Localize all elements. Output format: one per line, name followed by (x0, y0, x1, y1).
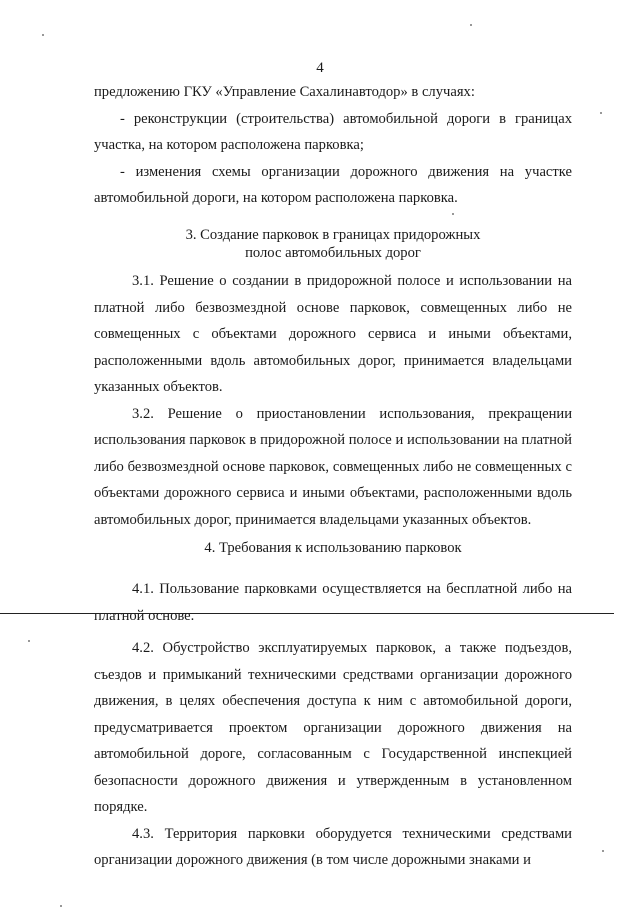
scan-speck (600, 112, 602, 114)
paragraph-3-2: 3.2. Решение о приостановлении использования, прекращении использования парковок в придорожной полосе и использовании на платной либо безвозмездной основе парковок, совмещенных либо не совмещенных с объектами дорожного сервиса и иными объектами, расположенными вдоль автомобильных дорог, принимается владельцами указанных объектов. (94, 405, 572, 528)
scan-speck (602, 850, 604, 852)
intro-paragraph: предложению ГКУ «Управление Сахалинавтодор» в случаях: (94, 84, 475, 100)
intro-block (94, 79, 572, 212)
page-number: 4 (316, 60, 324, 76)
section-4-body (94, 576, 572, 874)
scan-speck (60, 905, 62, 907)
scan-speck (42, 34, 44, 36)
scan-speck (452, 213, 454, 215)
scan-fold-line (0, 613, 614, 614)
section-3-body (94, 268, 572, 533)
section-3-title-line1: 3. Создание парковок в границах придорожных (185, 227, 481, 243)
scan-speck (470, 24, 472, 26)
scan-speck (28, 640, 30, 642)
paragraph-4-3: 4.3. Территория парковки оборудуется техническими средствами организации дорожного движения (в том числе дорожными знаками и (94, 825, 572, 868)
paragraph-4-2: 4.2. Обустройство эксплуатируемых парковок, а также подъездов, съездов и примыканий техническими средствами организации дорожного движения, в целях обеспечения доступа к ним с автомобильной дороги, предусматривается проектом организации дорожного движения на автомобильной дороге, согласованным с Государственной инспекцией безопасности дорожного движения и утвержденным в установленном порядке. (94, 640, 572, 815)
section-3-title-line2: полос автомобильных дорог (245, 245, 421, 261)
section-4-title: 4. Требования к использованию парковок (204, 540, 462, 556)
paragraph-3-1: 3.1. Решение о создании в придорожной полосе и использовании на платной либо безвозмездной основе парковок, совмещенных либо не совмещенных с объектами дорожного сервиса и иными объектами, расположенными вдоль автомобильных дорог, принимается владельцами указанных объектов. (94, 273, 572, 395)
list-item-scheme-change: - изменения схемы организации дорожного движения на участке автомобильной дороги, на котором расположена парковка. (94, 163, 572, 206)
paragraph-4-1: 4.1. Пользование парковками осуществляется на бесплатной либо на платной основе. (94, 581, 572, 624)
section-3-heading (94, 226, 572, 262)
list-item-reconstruction: - реконструкции (строительства) автомобильной дороги в границах участка, на котором расположена парковка; (94, 110, 572, 153)
section-4-heading (94, 539, 572, 557)
